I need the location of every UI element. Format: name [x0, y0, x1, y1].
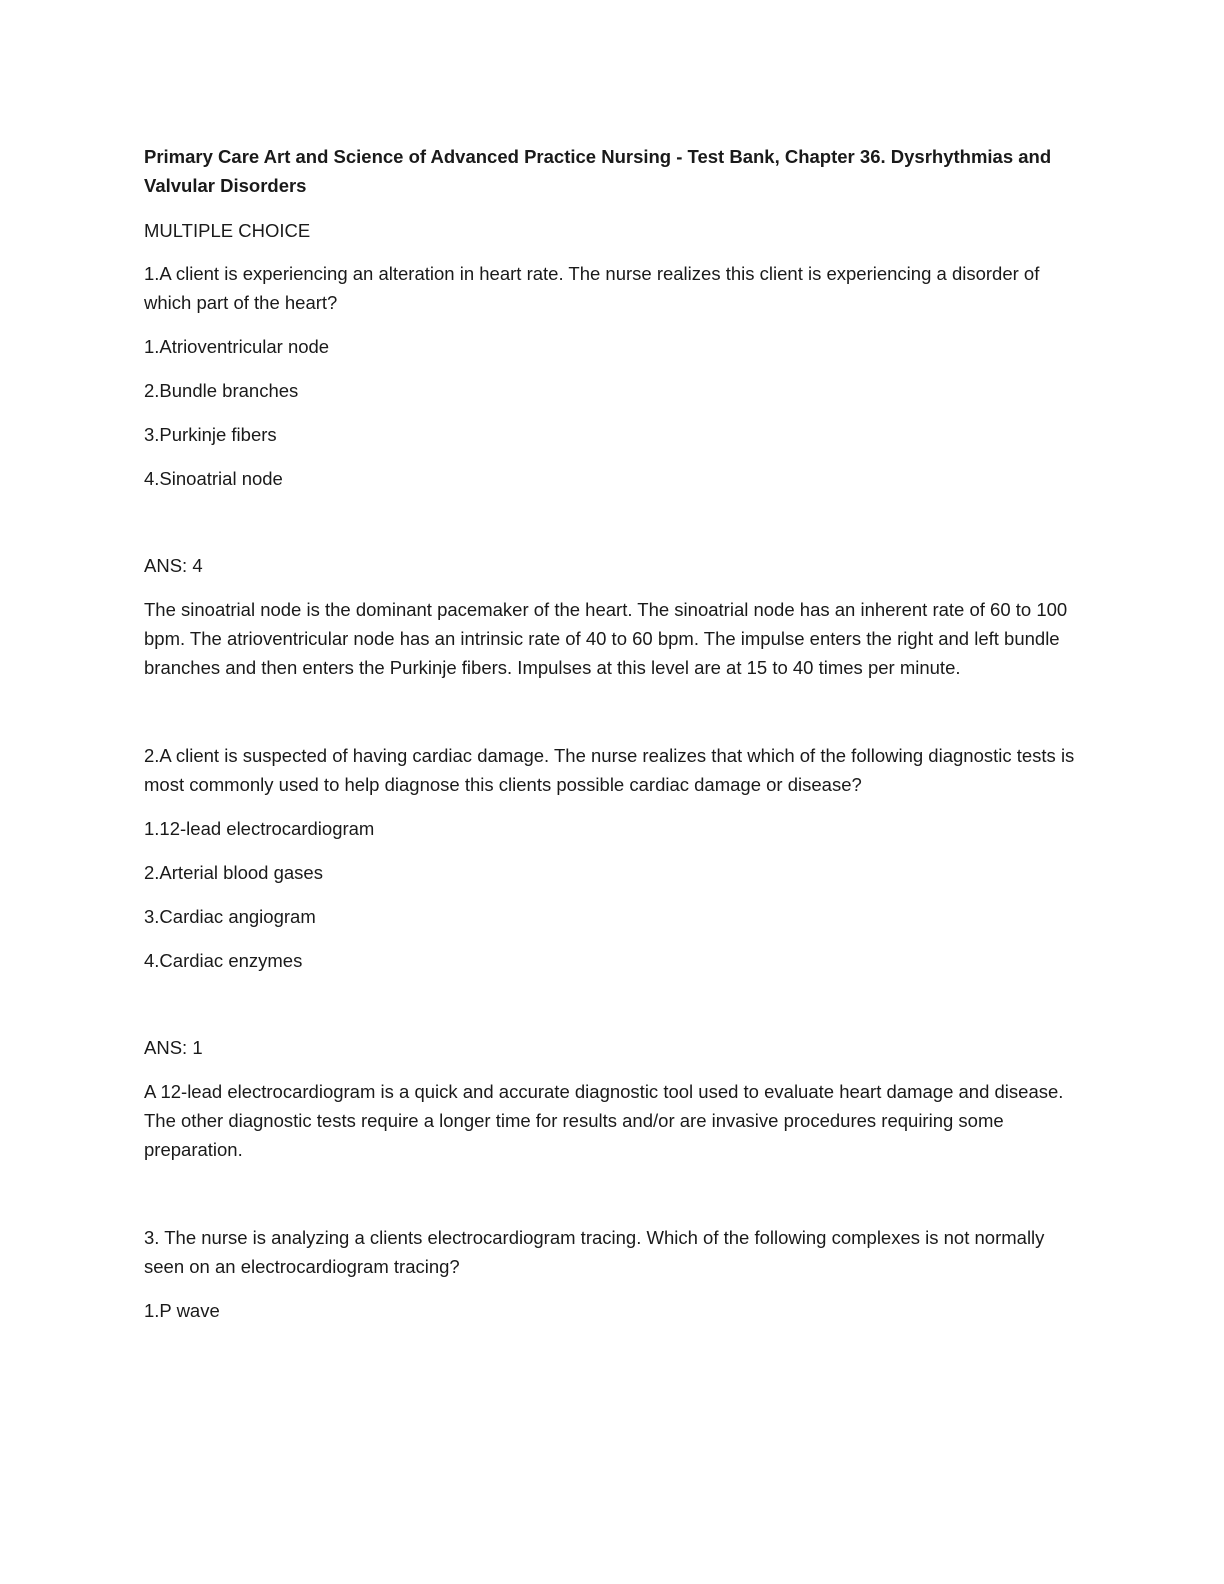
- section-label: MULTIPLE CHOICE: [144, 220, 311, 241]
- question-stem: 1.A client is experiencing an alteration in heart rate. The nurse realizes this client is experiencing a disorder of which part of the heart?: [144, 263, 1040, 313]
- document-title: Primary Care Art and Science of Advanced Practice Nursing - Test Bank, Chapter 36. Dysrhythmias and Valvular Disorders: [144, 146, 1052, 196]
- answer-choice: 1.12-lead electrocardiogram: [144, 818, 375, 839]
- answer-choice: 3.Purkinje fibers: [144, 424, 277, 445]
- answer-choice: 1.P wave: [144, 1300, 220, 1321]
- rationale: The sinoatrial node is the dominant pacemaker of the heart. The sinoatrial node has an inherent rate of 60 to 100 bpm. The atrioventricular node has an intrinsic rate of 40 to 60 bpm. The impulse enters the right and left bundle branches and then enters the Purkinje fibers. Impulses at this level are at 15 to 40 times per minute.: [144, 599, 1068, 678]
- answer-choice: 3.Cardiac angiogram: [144, 906, 316, 927]
- question-stem: 2.A client is suspected of having cardiac damage. The nurse realizes that which of the following diagnostic tests is most commonly used to help diagnose this clients possible cardiac damage or disease?: [144, 745, 1075, 795]
- answer-choice: 1.Atrioventricular node: [144, 336, 330, 357]
- document-page: [144, 142, 1084, 1340]
- answer-key: ANS: 4: [144, 555, 203, 576]
- question-1: [144, 259, 1084, 682]
- answer-choice: 4.Cardiac enzymes: [144, 950, 303, 971]
- answer-key: ANS: 1: [144, 1037, 203, 1058]
- question-2: [144, 741, 1084, 1164]
- answer-choice: 2.Arterial blood gases: [144, 862, 323, 883]
- question-3: [144, 1223, 1084, 1325]
- rationale: A 12-lead electrocardiogram is a quick and accurate diagnostic tool used to evaluate heart damage and disease. The other diagnostic tests require a longer time for results and/or are invasive procedures requiring some preparation.: [144, 1081, 1064, 1160]
- answer-choice: 2.Bundle branches: [144, 380, 299, 401]
- question-stem: 3. The nurse is analyzing a clients electrocardiogram tracing. Which of the following complexes is not normally seen on an electrocardiogram tracing?: [144, 1227, 1045, 1277]
- answer-choice: 4.Sinoatrial node: [144, 468, 283, 489]
